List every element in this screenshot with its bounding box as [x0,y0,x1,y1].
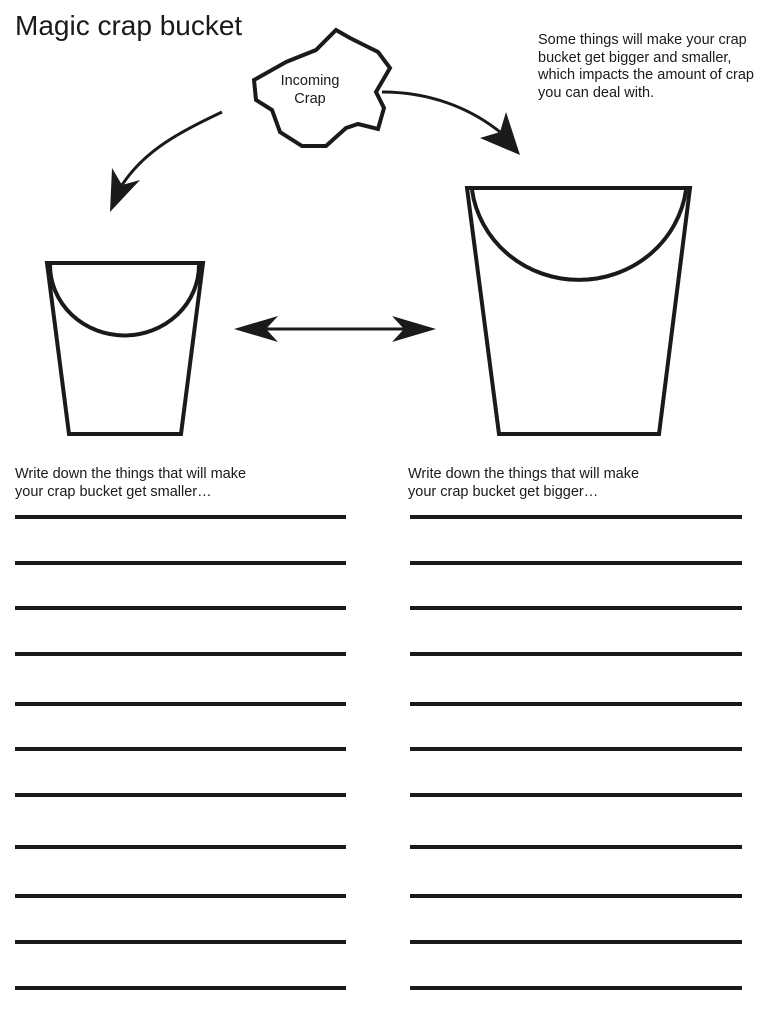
smaller-writing-line[interactable] [15,894,346,898]
bigger-prompt-line1: Write down the things that will make [408,466,640,482]
smaller-writing-line[interactable] [15,747,346,751]
smaller-prompt [15,465,246,501]
bigger-writing-line[interactable] [410,652,742,656]
bigger-writing-line[interactable] [410,894,742,898]
smaller-writing-line[interactable] [15,845,346,849]
smaller-writing-line[interactable] [15,606,346,610]
bigger-prompt [408,465,639,501]
bigger-writing-line[interactable] [410,702,742,706]
smaller-writing-line[interactable] [15,561,346,565]
smaller-writing-line[interactable] [15,986,346,990]
bigger-writing-line[interactable] [410,747,742,751]
smaller-writing-line[interactable] [15,702,346,706]
bigger-writing-line[interactable] [410,606,742,610]
bigger-writing-line[interactable] [410,940,742,944]
arrow-to-big-bucket [382,92,500,132]
arrow-to-small-bucket-head [110,168,140,212]
smaller-writing-line[interactable] [15,515,346,519]
bigger-writing-line[interactable] [410,793,742,797]
arrow-to-big-bucket-head [480,112,520,155]
bigger-writing-line[interactable] [410,845,742,849]
smaller-prompt-line1: Write down the things that will make [15,466,247,482]
bigger-writing-line[interactable] [410,561,742,565]
arrow-to-small-bucket [122,112,222,185]
page-title: Magic crap bucket [15,10,243,41]
bigger-prompt-line2: your crap bucket get bigger… [408,484,599,500]
smaller-writing-line[interactable] [15,793,346,797]
small-bucket [47,263,203,434]
bigger-writing-line[interactable] [410,515,742,519]
smaller-writing-line[interactable] [15,652,346,656]
big-bucket [467,188,690,434]
cloud-label [262,72,358,108]
cloud-label-line2: Crap [294,91,326,107]
smaller-prompt-line2: your crap bucket get smaller… [15,484,212,500]
cloud-label-line1: Incoming [280,73,340,89]
bucket-note: Some things will make your crap bucket get bigger and smaller, which impacts the amount of crap you can deal with. [538,32,754,101]
smaller-writing-line[interactable] [15,940,346,944]
bigger-writing-line[interactable] [410,986,742,990]
